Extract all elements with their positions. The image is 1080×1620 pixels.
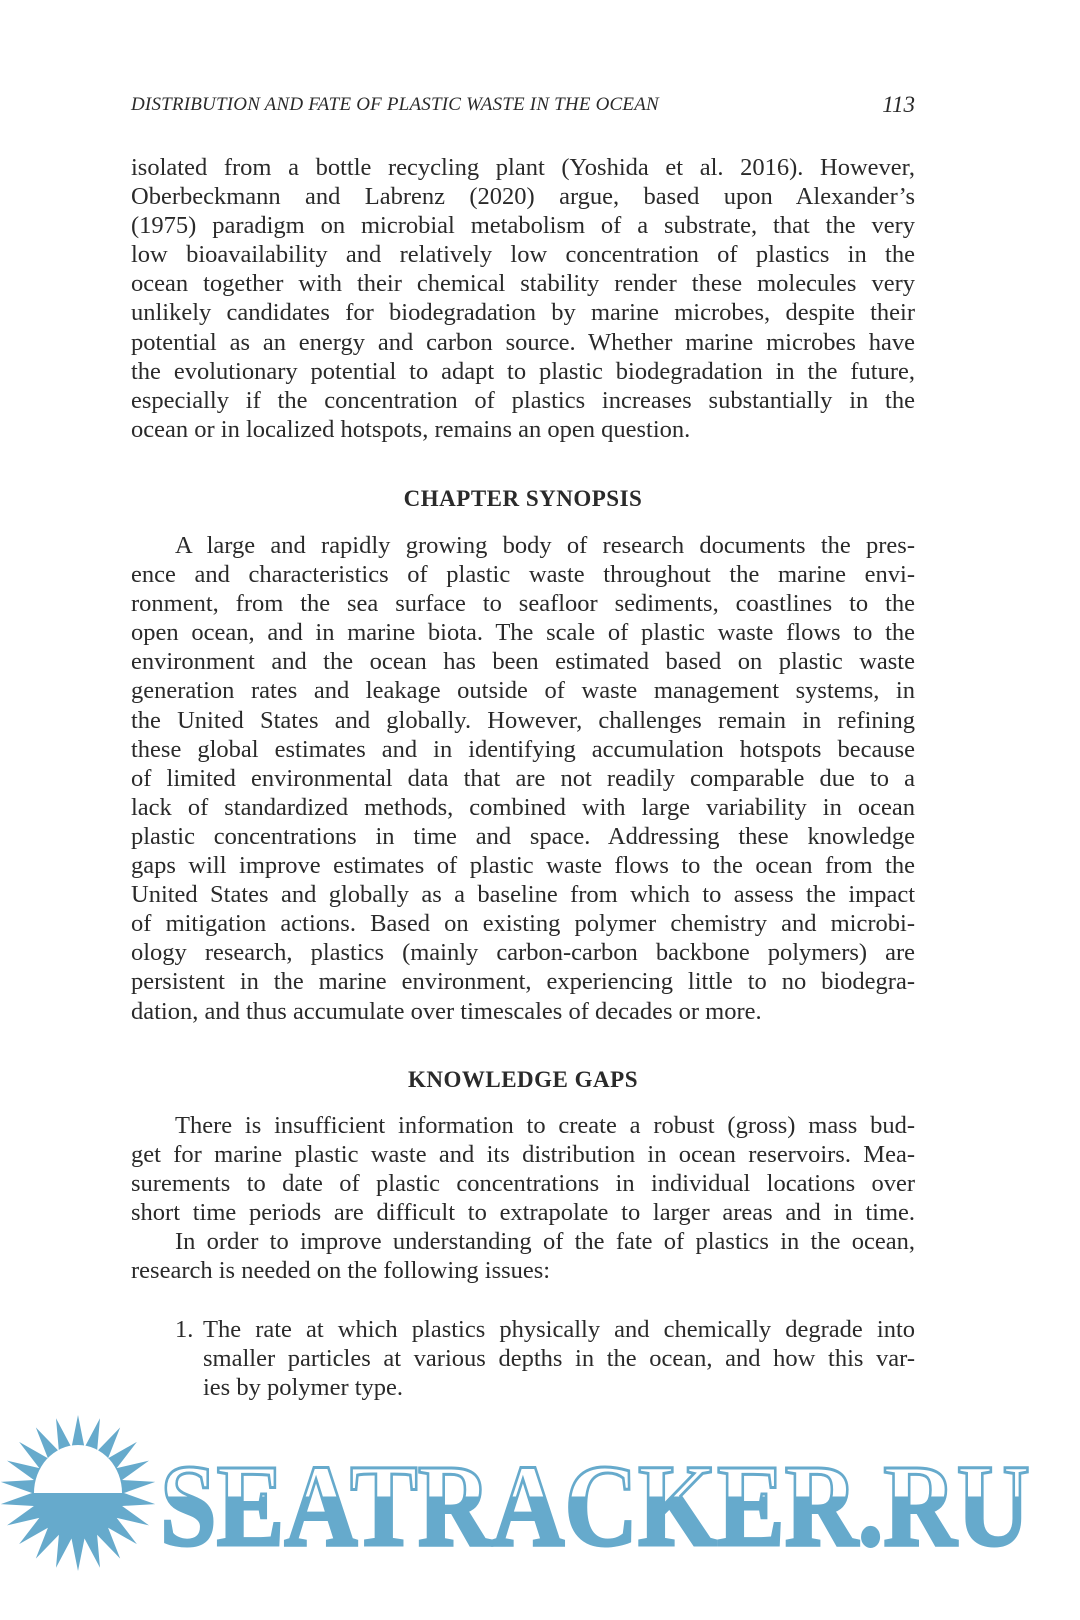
text-line: ocean or in localized hotspots, remains an open question. — [131, 415, 691, 443]
text-line: Oberbeckmann and Labrenz (2020) argue, based upon Alexander’s — [131, 183, 915, 211]
text-line: ronment, from the sea surface to seafloor sediments, coastlines to the — [131, 590, 915, 618]
heading-chapter-synopsis: CHAPTER SYNOPSIS — [403, 486, 643, 511]
text-line: open ocean, and in marine biota. The scale of plastic waste flows to the — [131, 619, 915, 647]
running-title: DISTRIBUTION AND FATE OF PLASTIC WASTE IN THE OCEAN — [131, 94, 659, 115]
text-line: generation rates and leakage outside of waste management systems, in — [131, 677, 915, 705]
text-line: The rate at which plastics physically and chemically degrade into — [203, 1316, 915, 1343]
page-number: 113 — [882, 92, 915, 117]
text-line: plastic concentrations in time and space. Addressing these knowledge — [131, 822, 915, 850]
text-line: United States and globally as a baseline from which to assess the impact — [131, 881, 915, 909]
text-line: environment and the ocean has been estimated based on plastic waste — [131, 648, 915, 676]
text-line: (1975) paradigm on microbial metabolism of a substrate, that the very — [131, 212, 915, 240]
text-line: smaller particles at various depths in the ocean, and how this var- — [203, 1345, 915, 1373]
text-line: low bioavailability and relatively low concentration of plastics in the — [131, 241, 915, 269]
text-line: isolated from a bottle recycling plant (Yoshida et al. 2016). However, — [131, 154, 915, 181]
text-line: of limited environmental data that are not readily comparable due to a — [131, 764, 915, 792]
text-line: gaps will improve estimates of plastic waste flows to the ocean from the — [131, 852, 915, 880]
text-line: research is needed on the following issues: — [131, 1257, 551, 1285]
text-line: surements to date of plastic concentrations in individual locations over — [131, 1170, 915, 1198]
text-line: In order to improve understanding of the fate of plastics in the ocean, — [175, 1228, 915, 1256]
watermark-logo — [0, 1415, 1080, 1575]
text-line: ence and characteristics of plastic waste throughout the marine envi- — [131, 561, 915, 589]
text-line: potential as an energy and carbon source. Whether marine microbes have — [131, 328, 915, 356]
text-line: unlikely candidates for biodegradation by marine microbes, despite their — [131, 299, 915, 327]
sun-icon — [0, 1415, 1080, 1575]
text-line: especially if the concentration of plastics increases substantially in the — [131, 386, 915, 414]
list-number: 1. — [175, 1316, 194, 1343]
research-list-item — [131, 1315, 915, 1402]
text-line: the evolutionary potential to adapt to plastic biodegradation in the future, — [131, 357, 915, 385]
paragraph-synopsis — [131, 531, 915, 1026]
text-line: of mitigation actions. Based on existing polymer chemistry and microbi- — [131, 910, 915, 938]
text-line: ocean together with their chemical stability render these molecules very — [131, 270, 915, 298]
text-line: ies by polymer type. — [203, 1374, 404, 1402]
heading-knowledge-gaps: KNOWLEDGE GAPS — [407, 1067, 638, 1092]
running-header — [131, 92, 915, 122]
text-line: lack of standardized methods, combined with large variability in ocean — [131, 793, 915, 821]
text-line: get for marine plastic waste and its distribution in ocean reservoirs. Mea- — [131, 1141, 915, 1169]
text-line: persistent in the marine environment, experiencing little to no biodegra- — [131, 968, 915, 996]
text-line: A large and rapidly growing body of research documents the pres- — [175, 532, 915, 559]
watermark-text: SEATRACKER.RU — [160, 1440, 1030, 1571]
text-line: ology research, plastics (mainly carbon-carbon backbone polymers) are — [131, 939, 915, 967]
text-line: dation, and thus accumulate over timescales of decades or more. — [131, 997, 762, 1025]
text-line: these global estimates and in identifying accumulation hotspots because — [131, 735, 915, 763]
paragraph-biodegradation — [131, 153, 915, 444]
text-line: short time periods are difficult to extrapolate to larger areas and in time. — [131, 1199, 915, 1227]
text-line: the United States and globally. However, challenges remain in refining — [131, 706, 915, 734]
paragraph-knowledge-gaps — [131, 1111, 915, 1286]
text-line: There is insufficient information to create a robust (gross) mass bud- — [175, 1112, 915, 1139]
